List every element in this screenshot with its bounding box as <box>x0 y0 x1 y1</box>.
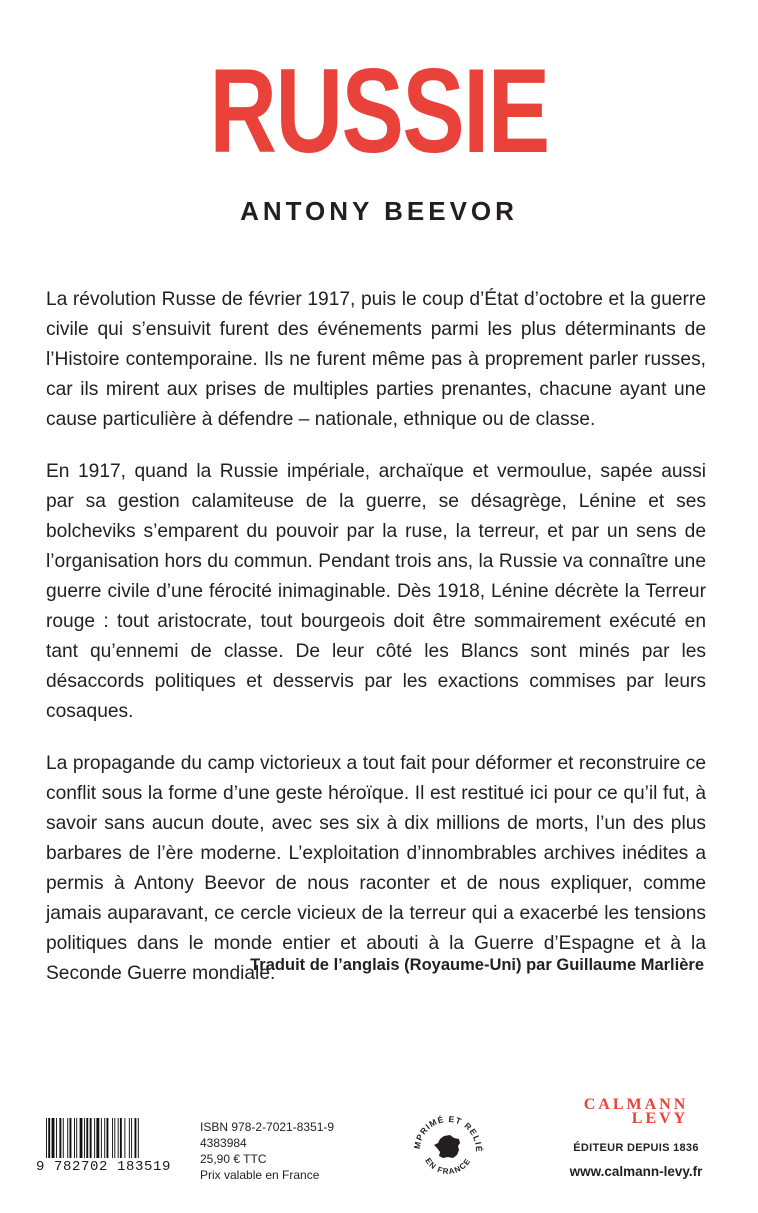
seal-text-bottom: EN FRANCE <box>423 1156 473 1177</box>
publisher-logo-line1: CALMANN <box>583 1096 689 1113</box>
isbn-number: ISBN 978-2-7021-8351-9 <box>200 1120 335 1134</box>
seal-text-top: MPRIMÉ ET RELIÉ <box>412 1113 484 1153</box>
blurb-paragraph-1: La révolution Russe de février 1917, puis le coup d’État d’octobre et la guerre civile qui s’ensuivit furent des événements parmi les plus déterminants de l’Histoire contemporaine. Ils ne furent même pas à proprement parler russes, car ils mirent aux prises de multiples parties prenantes, chacune ayant une cause particulière à défendre – nationale, ethnique ou de classe. <box>46 289 706 430</box>
printed-in-france-seal <box>412 1112 484 1184</box>
barcode-digits: 9 782702 183519 <box>36 1158 180 1176</box>
product-code: 4383984 <box>200 1136 247 1150</box>
author-name: ANTONY BEEVOR <box>240 196 518 226</box>
price: 25,90 € TTC <box>200 1152 267 1166</box>
blurb-paragraph-2: En 1917, quand la Russie impériale, archaïque et vermoulue, sapée aussi par sa gestion calamiteuse de la guerre, se désagrège, Lénine et ses bolcheviks s’emparent du pouvoir par la ruse, la terreur, et par un sens de l’organisation hors du commun. Pendant trois ans, la Russie va connaître une guerre civile d’une férocité inimaginable. Dès 1918, Lénine décrète la Terreur rouge : tout aristocrate, tout bourgeois doit être sommairement exécuté en tant qu’ennemi de classe. De leur côté les Blancs sont minés par les désaccords politiques et desservis par les exactions commises par leurs cosaques. <box>46 461 706 722</box>
publisher-logo <box>560 1098 712 1126</box>
isbn-block <box>200 1119 334 1183</box>
svg-text:EN FRANCE <box>423 1156 472 1176</box>
price-validity: Prix valable en France <box>200 1168 320 1182</box>
publisher-block <box>560 1098 712 1179</box>
publisher-since: ÉDITEUR DEPUIS 1836 <box>573 1142 699 1154</box>
publisher-url: www.calmann-levy.fr <box>569 1164 703 1179</box>
publisher-logo-line2: LEVY <box>631 1110 689 1127</box>
book-title: RUSSIE <box>209 44 549 178</box>
translator-credit: Traduit de l’anglais (Royaume-Uni) par Guillaume Marlière <box>250 956 704 974</box>
blurb-paragraph-3: La propagande du camp victorieux a tout fait pour déformer et reconstruire ce conflit sous la forme d’une geste héroïque. Il est restitué ici pour ce qu’il fut, à savoir sans aucun doute, avec ses six à dix millions de morts, l’un des plus barbares de l’ère moderne. L’exploitation d’innombrables archives inédites a permis à Antony Beevor de nous raconter et de nous expliquer, comme jamais auparavant, ce cercle vicieux de la terreur qui a exacerbé les tensions politiques dans le monde entier et abouti à la Guerre d’Espagne et à la Seconde Guerre mondiale. <box>46 753 706 984</box>
blurb <box>46 285 706 1011</box>
france-map-icon <box>434 1135 460 1158</box>
